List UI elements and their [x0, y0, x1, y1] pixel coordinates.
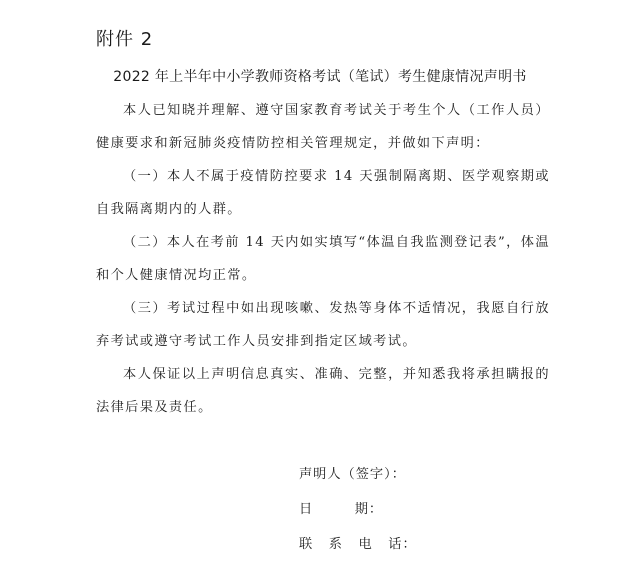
- document-title: 2022 年上半年中小学教师资格考试（笔试）考生健康情况声明书: [113, 69, 527, 85]
- paragraph-item-3: （三）考试过程中如出现咳嗽、发热等身体不适情况，我愿自行放弃考试或遵守考试工作人员安排到指定区域考试。: [96, 301, 550, 349]
- paragraph-guarantee: 本人保证以上声明信息真实、准确、完整，并知悉我将承担瞒报的法律后果及责任。: [96, 367, 550, 415]
- document-body: [96, 94, 550, 424]
- paragraph-item-1: （一）本人不属于疫情防控要求 14 天强制隔离期、医学观察期或自我隔离期内的人群。: [96, 169, 550, 217]
- phone-label: 联 系 电 话：: [299, 537, 417, 552]
- declarant-signature-label: 声明人（签字）：: [299, 467, 406, 482]
- paragraph-item-2: （二）本人在考前 14 天内如实填写“体温自我监测登记表”，体温和个人健康情况均正常。: [96, 235, 550, 283]
- paragraph-intro: 本人已知晓并理解、遵守国家教育考试关于考生个人（工作人员）健康要求和新冠肺炎疫情防控相关管理规定，并做如下声明：: [96, 103, 550, 151]
- date-label: 日 期：: [299, 502, 384, 517]
- attachment-label: 附件 2: [96, 29, 154, 50]
